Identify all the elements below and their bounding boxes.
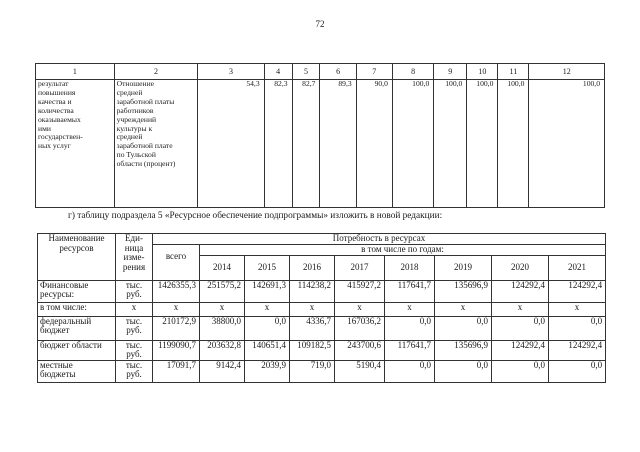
text-line: руб. [126, 325, 142, 335]
unit-header [116, 234, 153, 281]
resource-row [38, 316, 606, 340]
text-line: бюджет области [40, 340, 102, 350]
value-cell: 243700,6 [335, 340, 385, 360]
resources-body [38, 280, 606, 382]
resource-row [38, 280, 606, 302]
header-text-line: рения [122, 261, 146, 272]
year-header-cell: 2015 [245, 255, 290, 280]
value-cell: 109182,5 [290, 340, 335, 360]
value-cell: 142691,3 [245, 280, 290, 302]
value-cell: х [245, 302, 290, 316]
value-cell: 100,0 [434, 80, 467, 208]
header-text-line: Еди- [125, 233, 143, 243]
value-cell: 117641,7 [385, 340, 435, 360]
indicator-name-text [117, 80, 196, 169]
value-cell: 1426355,3 [153, 280, 200, 302]
value-cell: 0,0 [492, 360, 549, 382]
text-line: ных услуг [38, 141, 71, 151]
resource-name-cell [38, 280, 116, 302]
text-line: работников [116, 105, 154, 115]
value-cell: 89,3 [320, 80, 356, 208]
text-line: бюджет [40, 325, 70, 335]
resource-row [38, 340, 606, 360]
value-cell: 0,0 [435, 360, 492, 382]
text-line: ресурсы: [40, 289, 75, 299]
value-cell: 135696,9 [435, 340, 492, 360]
year-header-cell: 2016 [290, 255, 335, 280]
text-line: заработной платы [116, 96, 175, 106]
need-header: Потребность в ресурсах [153, 234, 606, 245]
value-cell: х [385, 302, 435, 316]
text-line: средней [116, 132, 143, 142]
text-line: области (процент) [116, 159, 176, 169]
year-header-cell: 2021 [549, 255, 606, 280]
value-cell: 124292,4 [549, 340, 606, 360]
resource-name-header [38, 234, 116, 281]
text-line: руб. [126, 369, 142, 379]
value-cell: 719,0 [290, 360, 335, 382]
value-cell: х [200, 302, 245, 316]
value-cell: 9142,4 [200, 360, 245, 382]
column-number-cell: 3 [198, 64, 264, 80]
text-line: бюджеты [40, 369, 76, 379]
value-cell: х [335, 302, 385, 316]
column-number-cell: 1 [36, 64, 115, 80]
value-cell: 0,0 [549, 316, 606, 340]
resource-name-header-text [40, 234, 113, 253]
value-cell: х [435, 302, 492, 316]
column-number-cell: 12 [529, 64, 605, 80]
text-line: учреждений [116, 114, 157, 124]
resource-row [38, 302, 606, 316]
text-line: оказываемых [38, 114, 81, 124]
indicator-result-cell [36, 80, 115, 208]
value-cell: 117641,7 [385, 280, 435, 302]
value-cell: 203632,8 [200, 340, 245, 360]
value-cell: 54,3 [198, 80, 264, 208]
text-line: тыс. [125, 340, 143, 350]
value-cell: 114238,2 [290, 280, 335, 302]
value-cell: х [492, 302, 549, 316]
header-text-line: ница [124, 242, 144, 253]
value-cell: 210172,9 [153, 316, 200, 340]
value-cell: 0,0 [385, 316, 435, 340]
resources-table [37, 233, 606, 383]
unit-cell [116, 302, 153, 316]
value-cell: х [549, 302, 606, 316]
text-line: местные [40, 360, 73, 370]
value-cell: 100,0 [392, 80, 433, 208]
indicators-data-row [36, 80, 605, 208]
column-number-cell: 6 [320, 64, 356, 80]
text-line: тыс. [125, 316, 143, 326]
column-number-cell: 11 [498, 64, 529, 80]
text-line: тыс. [125, 360, 143, 370]
value-cell: 124292,4 [549, 280, 606, 302]
text-line: государствен- [38, 132, 83, 142]
text-line: тыс. [125, 280, 143, 290]
value-cell: 0,0 [245, 316, 290, 340]
year-header-cell: 2018 [385, 255, 435, 280]
column-number-cell: 9 [434, 64, 467, 80]
value-cell: х [153, 302, 200, 316]
value-cell: 251575,2 [200, 280, 245, 302]
text-line: руб. [126, 349, 142, 359]
value-cell: 17091,7 [153, 360, 200, 382]
unit-cell [116, 340, 153, 360]
header-text-line: изме- [123, 252, 145, 262]
value-cell: 100,0 [529, 80, 605, 208]
text-line: Отношение [116, 79, 155, 88]
unit-cell [116, 360, 153, 382]
column-number-cell: 10 [467, 64, 498, 80]
text-line: средней [116, 87, 143, 97]
header-text-line: ресурсов [59, 242, 94, 253]
indicators-header-row [36, 64, 605, 80]
text-line: в том числе: [40, 302, 87, 312]
value-cell: 135696,9 [435, 280, 492, 302]
text-line: х [131, 302, 137, 312]
value-cell: х [290, 302, 335, 316]
year-header-cell: 2017 [335, 255, 385, 280]
resource-name-cell [38, 302, 116, 316]
resource-name-cell [38, 360, 116, 382]
unit-header-text [118, 234, 150, 272]
value-cell: 0,0 [385, 360, 435, 382]
text-line: качества и [38, 96, 72, 106]
column-number-cell: 5 [292, 64, 320, 80]
page-number: 72 [315, 19, 325, 29]
resource-name-cell [38, 316, 116, 340]
header-text-line: Наименование [48, 233, 105, 243]
value-cell: 2039,9 [245, 360, 290, 382]
year-header-cell: 2014 [200, 255, 245, 280]
year-header-cell: 2020 [492, 255, 549, 280]
value-cell: 0,0 [549, 360, 606, 382]
indicator-result-text [38, 80, 112, 151]
text-line: результат [38, 79, 69, 88]
value-cell: 82,7 [292, 80, 320, 208]
text-line: руб. [126, 289, 142, 299]
value-cell: 82,3 [264, 80, 292, 208]
unit-cell [116, 280, 153, 302]
years-caption-header: в том числе по годам: [200, 245, 606, 256]
text-line: повышения [38, 87, 76, 97]
text-line: Финансовые [40, 280, 89, 290]
value-cell: 140651,4 [245, 340, 290, 360]
unit-cell [116, 316, 153, 340]
instruction-paragraph: г) таблицу подраздела 5 «Ресурсное обеспечение подпрограммы» изложить в новой редакции: [68, 211, 443, 221]
column-number-cell: 7 [356, 64, 392, 80]
value-cell: 0,0 [435, 316, 492, 340]
resource-name-cell [38, 340, 116, 360]
total-header: всего [153, 245, 200, 281]
text-line: федеральный [40, 316, 92, 326]
year-header-cell: 2019 [435, 255, 492, 280]
value-cell: 5190,4 [335, 360, 385, 382]
text-line: ими [38, 123, 51, 133]
value-cell: 124292,4 [492, 340, 549, 360]
value-cell: 38800,0 [200, 316, 245, 340]
indicators-table [35, 63, 605, 208]
column-number-cell: 2 [114, 64, 198, 80]
text-line: культуры к [116, 123, 153, 133]
value-cell: 90,0 [356, 80, 392, 208]
column-number-cell: 8 [392, 64, 433, 80]
value-cell: 1199090,7 [153, 340, 200, 360]
text-line: заработной плате [116, 141, 173, 151]
resource-row [38, 360, 606, 382]
value-cell: 415927,2 [335, 280, 385, 302]
value-cell: 0,0 [492, 316, 549, 340]
indicator-name-cell [114, 80, 198, 208]
value-cell: 167036,2 [335, 316, 385, 340]
value-cell: 4336,7 [290, 316, 335, 340]
column-number-cell: 4 [264, 64, 292, 80]
value-cell: 100,0 [467, 80, 498, 208]
text-line: по Тульской [116, 150, 156, 160]
value-cell: 124292,4 [492, 280, 549, 302]
text-line: количества [38, 105, 74, 115]
value-cell: 100,0 [498, 80, 529, 208]
